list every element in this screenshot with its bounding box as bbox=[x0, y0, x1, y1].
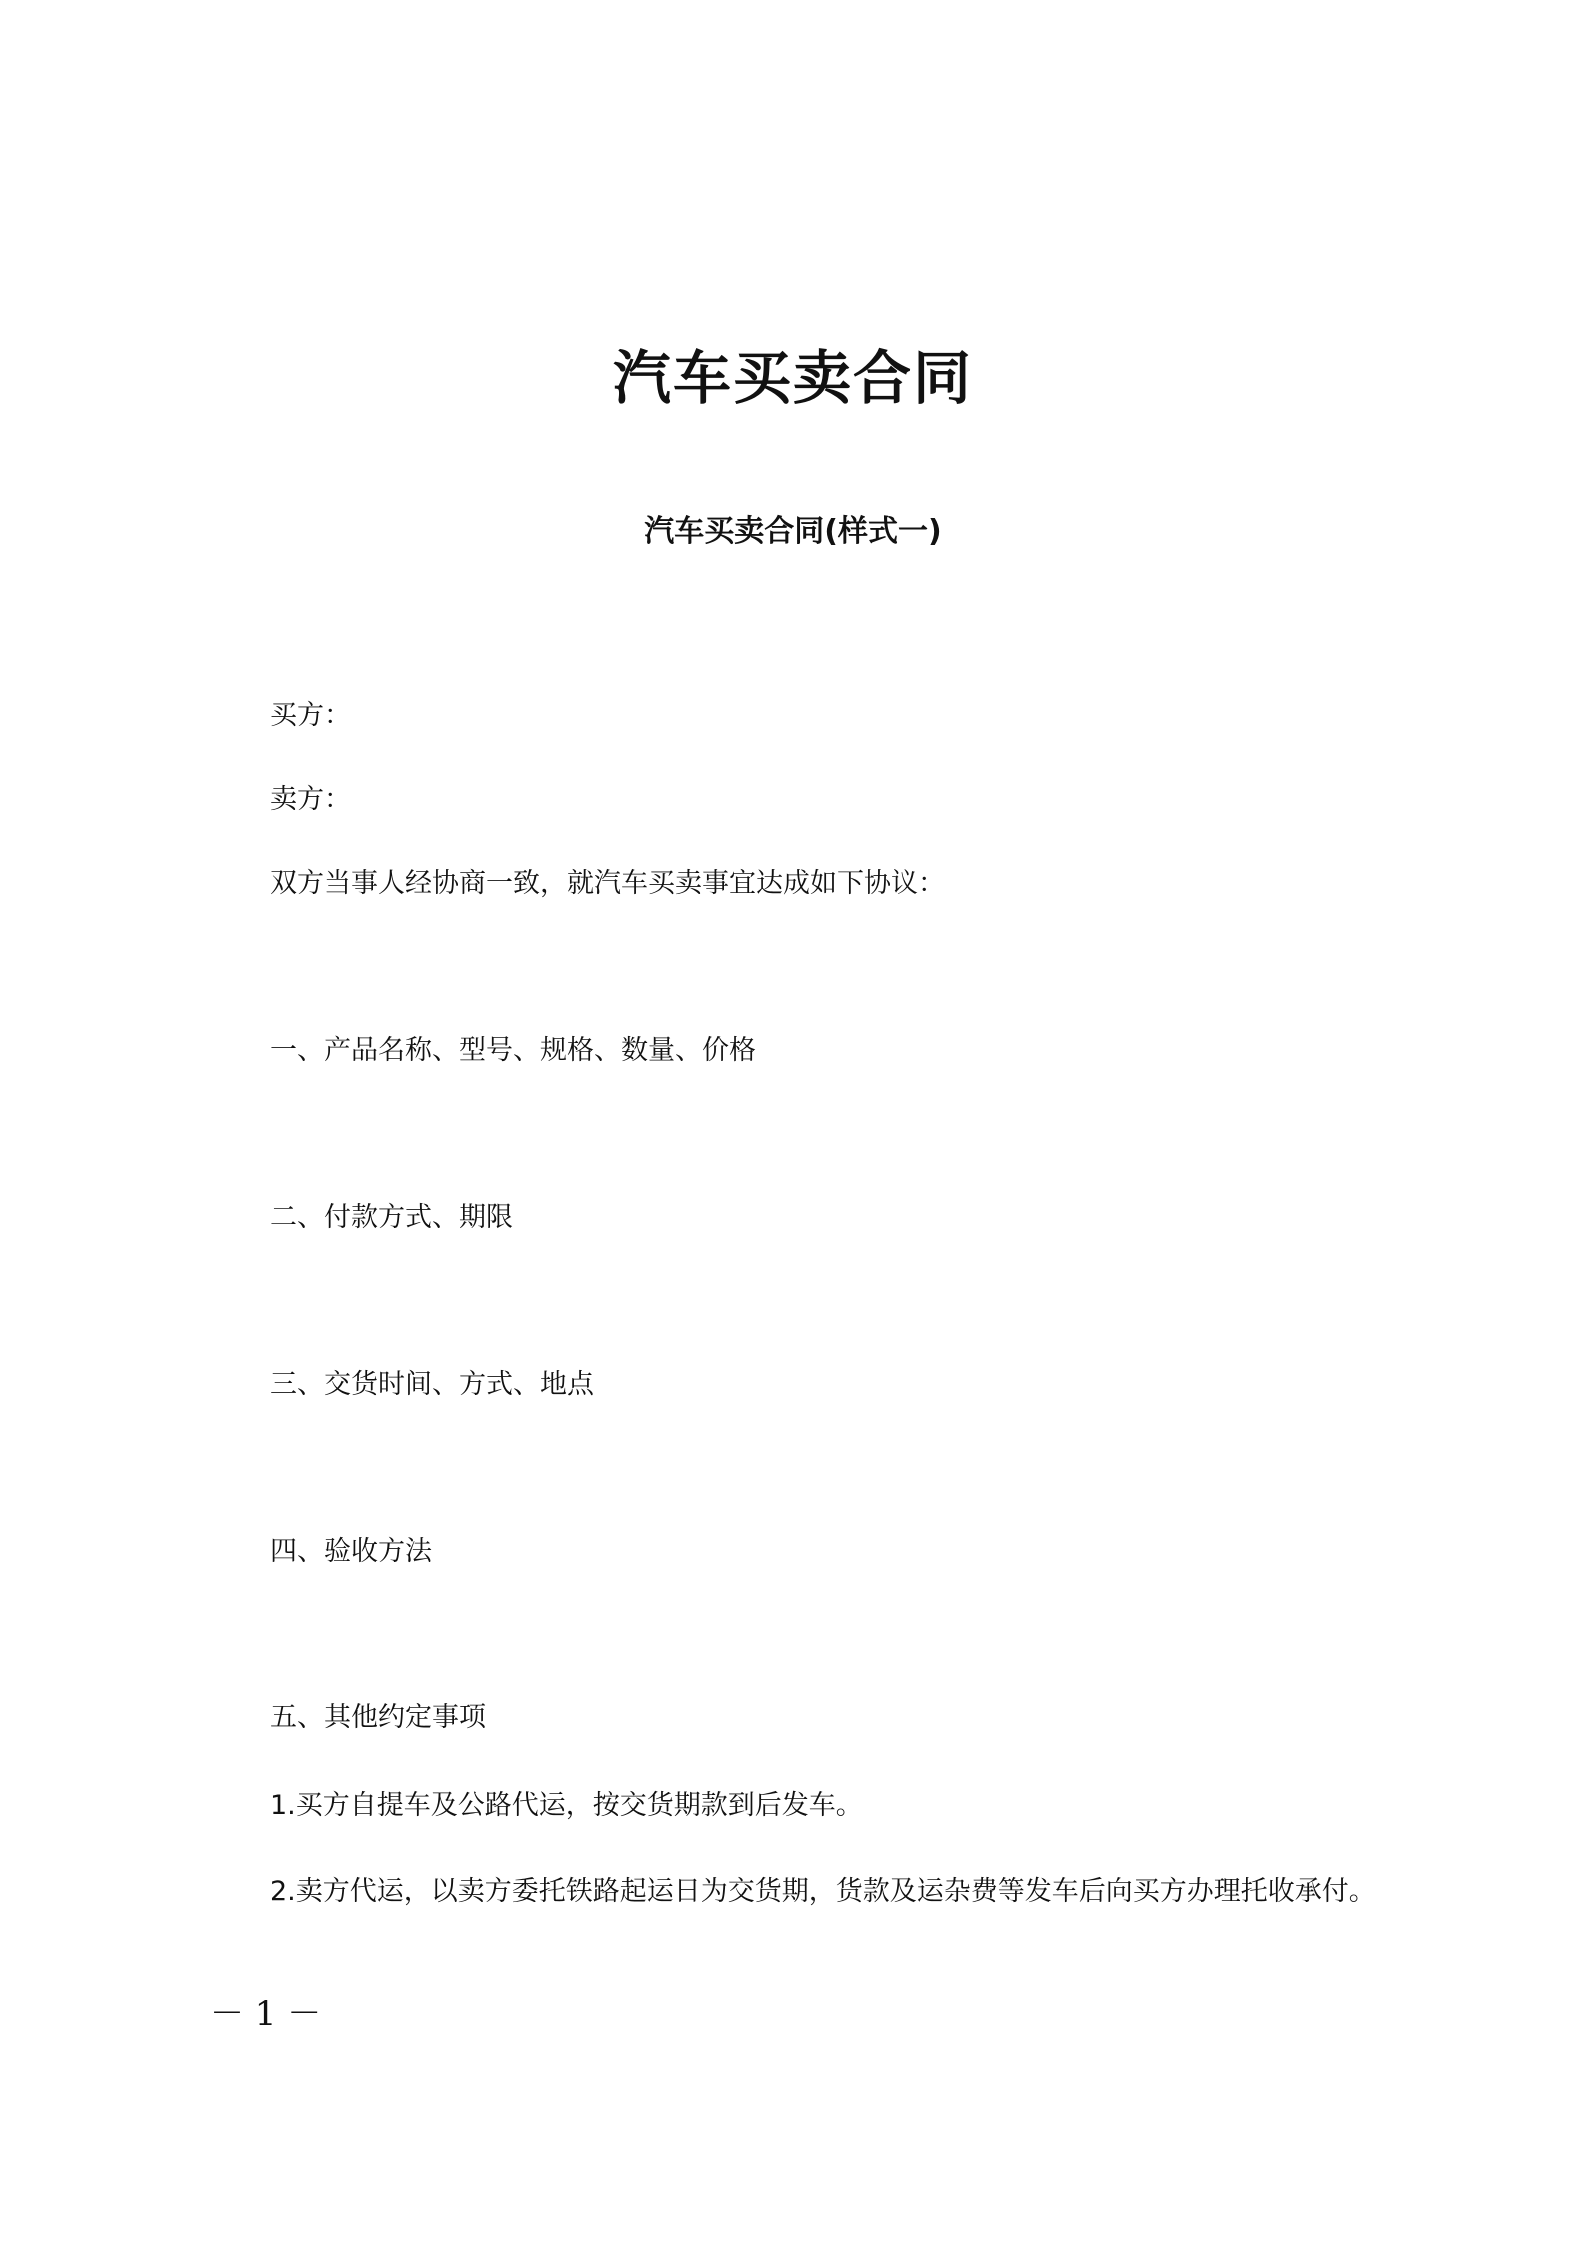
intro-paragraph: 双方当事人经协商一致，就汽车买卖事宜达成如下协议： bbox=[270, 868, 945, 899]
document-title: 汽车买卖合同 bbox=[612, 344, 973, 412]
section-heading: 五、其他约定事项 bbox=[270, 1702, 486, 1733]
section-heading: 三、交货时间、方式、地点 bbox=[270, 1369, 594, 1400]
seller-label: 卖方： bbox=[270, 784, 351, 815]
document-subtitle: 汽车买卖合同(样式一) bbox=[644, 514, 942, 549]
section-heading: 四、验收方法 bbox=[270, 1536, 432, 1567]
section-heading: 二、付款方式、期限 bbox=[270, 1202, 513, 1233]
page-number: － 1 － bbox=[210, 1994, 322, 2034]
list-item: 1.买方自提车及公路代运，按交货期款到后发车。 bbox=[270, 1790, 863, 1821]
section-heading: 一、产品名称、型号、规格、数量、价格 bbox=[270, 1035, 756, 1066]
list-item: 2.卖方代运，以卖方委托铁路起运日为交货期，货款及运杂费等发车后向买方办理托收承付。 bbox=[270, 1876, 1376, 1907]
buyer-label: 买方： bbox=[270, 700, 351, 731]
